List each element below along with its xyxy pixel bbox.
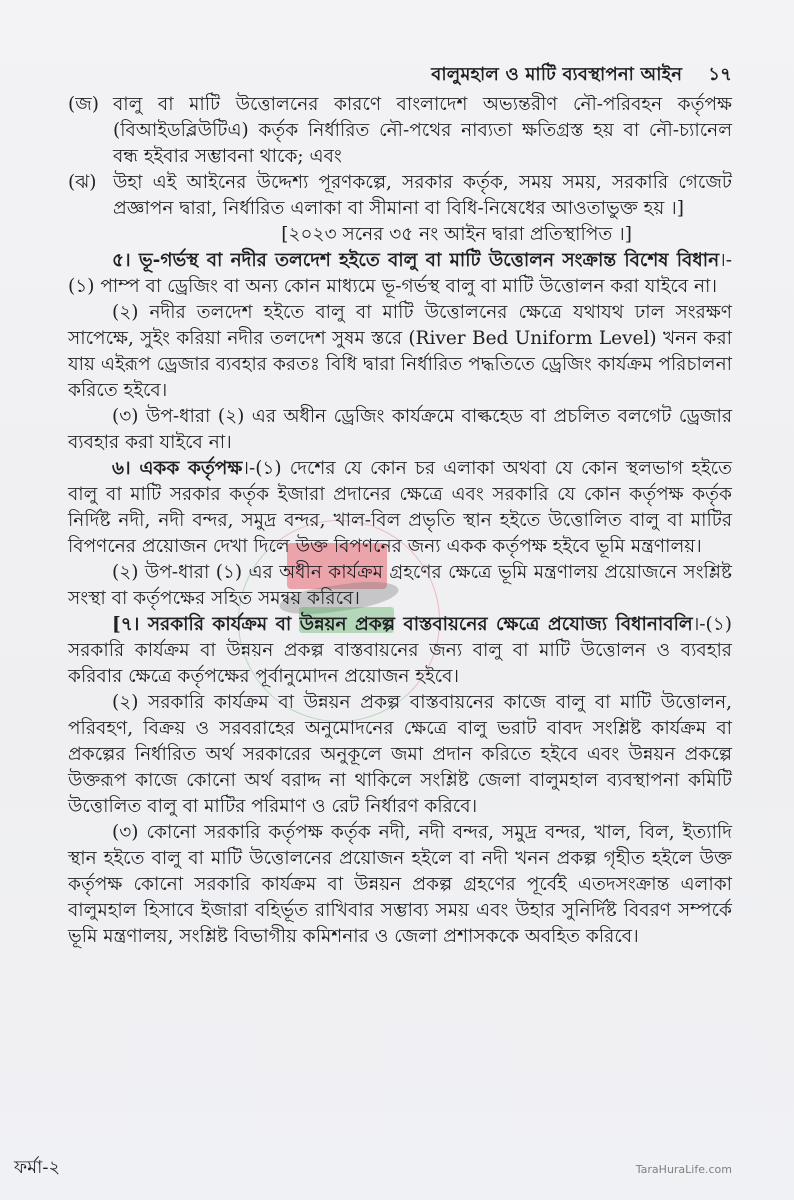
section-paragraph [68, 248, 732, 300]
amendment-note: [২০২৩ সনের ৩৫ নং আইন দ্বারা প্রতিস্থাপিত ।] [281, 224, 632, 245]
section-paragraph [68, 560, 732, 612]
section-text: (২) নদীর তলদেশ হইতে বালু বা মাটি উত্তোলনের ক্ষেত্রে যথাযথ ঢাল সংরক্ষণ সাপেক্ষে, সুইং করিয়া নদীর তলদেশ সুষম স্তরে (River Bed Uniform Level) খনন করা যায় এইরূপ ড্রেজার ব্যবহার করতঃ বিধি দ্বারা নির্ধারিত পদ্ধতিতে ড্রেজিং কার্যক্রম পরিচালনা করিতে হইবে। [68, 302, 732, 401]
section-paragraph [68, 300, 732, 404]
header-title: বালুমহাল ও মাটি ব্যবস্থাপনা আইন [431, 64, 683, 85]
clause-mark: (ঝ) [68, 172, 97, 193]
section-paragraph [68, 820, 732, 950]
section-text: (২) সরকারি কার্যক্রম বা উন্নয়ন প্রকল্প বাস্তবায়নের কাজে বালু বা মাটি উত্তোলন, পরিবহণ, বিক্রয় ও সরবরাহের অনুমোদনের ক্ষেত্রে বালু ভরাট বাবদ সংশ্লিষ্ট কার্যক্রম বা প্রকল্পের নির্ধারিত অর্থ সরকারের অনুকূলে জমা প্রদান করিতে হইবে এবং উন্নয়ন প্রকল্পে উক্তরূপ কাজে কোনো অর্থ বরাদ্দ না থাকিলে সংশ্লিষ্ট জেলা বালুমহাল ব্যবস্থাপনা কমিটি উত্তোলিত বালু বা মাটির পরিমাণ ও রেট নির্ধারণ করিবে। [68, 692, 732, 817]
watermark-site: TaraHuraLife.com [635, 1163, 732, 1176]
section-heading: [৭। সরকারি কার্যক্রম বা উন্নয়ন প্রকল্প বাস্তবায়নের ক্ষেত্রে প্রযোজ্য বিধানাবলি [112, 614, 693, 635]
section-heading: ৬। একক কর্তৃপক্ষ [112, 458, 243, 479]
section-paragraph [68, 456, 732, 560]
clause-text: উহা এই আইনের উদ্দেশ্য পূরণকল্পে, সরকার কর্তৃক, সময় সময়, সরকারি গেজেট প্রজ্ঞাপন দ্বারা, নির্ধারিত এলাকা বা সীমানা বা বিধি-নিষেধের আওতাভুক্ত হয় ।] [113, 172, 732, 219]
running-header [431, 62, 732, 88]
section-text: ।-(১) দেশের যে কোন চর এলাকা অথবা যে কোন স্থলভাগ হইতে বালু বা মাটি সরকার কর্তৃক ইজারা প্রদানের ক্ষেত্রে এবং সরকারি যে কোন কর্তৃপক্ষ কর্তৃক নির্দিষ্ট নদী, নদী বন্দর, সমুদ্র বন্দর, খাল-বিল প্রভৃতি স্থান হইতে উত্তোলিত বালু বা মাটির বিপণনের প্রয়োজন দেখা দিলে উক্ত বিপণনের জন্য একক কর্তৃপক্ষ হইবে ভূমি মন্ত্রণালয়। [68, 458, 732, 557]
forma-label: ফর্মা-২ [14, 1157, 61, 1178]
document-body [68, 92, 732, 950]
section-text: (৩) কোনো সরকারি কর্তৃপক্ষ কর্তৃক নদী, নদী বন্দর, সমুদ্র বন্দর, খাল, বিল, ইত্যাদি স্থান হইতে বালু বা মাটি উত্তোলনের প্রয়োজন হইলে বা নদী খনন প্রকল্প গৃহীত হইলে উক্ত কর্তৃপক্ষ কোনো সরকারি কার্যক্রম বা উন্নয়ন প্রকল্প গ্রহণের পূর্বেই এতদসংক্রান্ত এলাকা বালুমহাল হিসাবে ইজারা বহির্ভূত রাখিবার সম্ভাব্য সময় এবং উহার সুনির্দিষ্ট বিবরণ সম্পর্কে ভূমি মন্ত্রণালয়, সংশ্লিষ্ট বিভাগীয় কমিশনার ও জেলা প্রশাসককে অবহিত করিবে। [68, 822, 732, 947]
section-text: (৩) উপ-ধারা (২) এর অধীন ড্রেজিং কার্যক্রমে বাল্কহেড বা প্রচলিত বলগেট ড্রেজার ব্যবহার করা যাইবে না। [68, 406, 732, 453]
section-text: (২) উপ-ধারা (১) এর অধীন কার্যক্রম গ্রহণের ক্ষেত্রে ভূমি মন্ত্রণালয় প্রয়োজনে সংশ্লিষ্ট সংস্থা বা কর্তৃপক্ষের সহিত সমন্বয় করিবে। [68, 562, 732, 609]
clause-mark: (জ) [68, 94, 99, 115]
clause-item [68, 92, 732, 170]
section-paragraph [68, 612, 732, 690]
clause-item [68, 170, 732, 222]
section-text: ।-(১) পাম্প বা ড্রেজিং বা অন্য কোন মাধ্যমে ভূ-গর্ভস্থ বালু বা মাটি উত্তোলন করা যাইবে না। [68, 250, 732, 297]
section-paragraph [68, 404, 732, 456]
section-text: ।-(১) সরকারি কার্যক্রম বা উন্নয়ন প্রকল্প বাস্তবায়নের জন্য বালু বা মাটি উত্তোলন ও ব্যবহার করিবার ক্ষেত্রে কর্তৃপক্ষের পূর্বানুমোদন প্রয়োজন হইবে। [68, 614, 732, 687]
section-heading: ৫। ভূ-গর্ভস্থ বা নদীর তলদেশ হইতে বালু বা মাটি উত্তোলন সংক্রান্ত বিশেষ বিধান [112, 250, 720, 271]
page-number: ১৭ [708, 64, 732, 85]
section-paragraph [68, 690, 732, 820]
footer-row [14, 1132, 732, 1180]
clause-text: বালু বা মাটি উত্তোলনের কারণে বাংলাদেশ অভ্যন্তরীণ নৌ-পরিবহন কর্তৃপক্ষ (বিআইডব্লিউটিএ) কর্তৃক নির্ধারিত নৌ-পথের নাব্যতা ক্ষতিগ্রস্ত হয় বা নৌ-চ্যানেল বন্ধ হইবার সম্ভাবনা থাকে; এবং [113, 94, 732, 167]
